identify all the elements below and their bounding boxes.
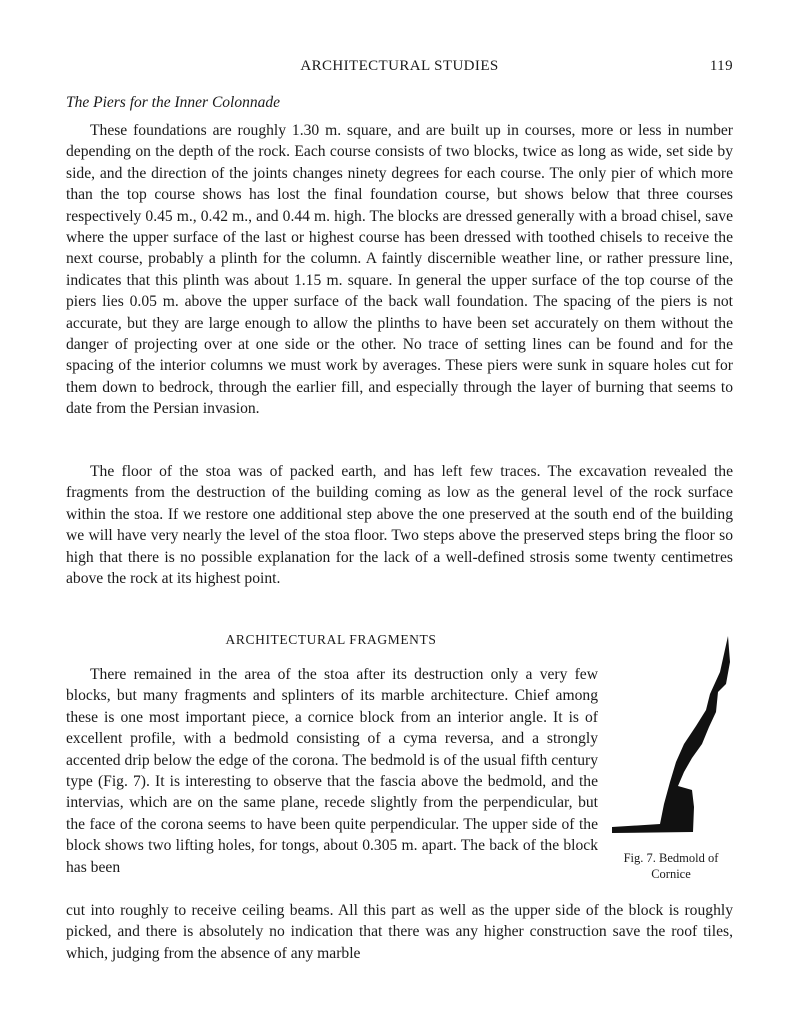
paragraph-text: There remained in the area of the stoa after its destruction only a very few blocks, but many fragments and splinters of its marble architecture. Chief among these is one most important piece, a cornice block from an interior angle. It is of excellent profile, with a bedmold consisting of a cyma reversa, and a strongly accented drip below the edge of the corona. The bedmold is of the usual fifth century type (Fig. 7). It is interesting to observe that the fascia above the bedmold, and the intervias, which are on the same plane, recede slightly from the perpendicular, but the face of the corona seems to have been quite perpendicular. The upper side of the block shows two lifting holes, for tongs, about 0.305 m. apart. The back of the block has been xyxy=(66,666,598,876)
body-paragraph-1 xyxy=(66,120,733,420)
bedmold-profile-drawing xyxy=(606,632,736,842)
section-title: The Piers for the Inner Colonnade xyxy=(66,94,280,111)
running-head xyxy=(66,58,733,80)
bedmold-profile-shape xyxy=(612,636,730,833)
figure-bedmold xyxy=(606,632,736,882)
figure-caption: Fig. 7. Bedmold of Cornice xyxy=(623,851,719,881)
page-number: 119 xyxy=(709,58,733,74)
paragraph-text: cut into roughly to receive ceiling beams. All this part as well as the upper side of the block is roughly picked, and there is absolutely no indication that there was any higher construction save the roof tiles, which, judging from the absence of any marble xyxy=(66,902,733,962)
fragments-paragraph-full xyxy=(66,900,733,964)
body-paragraph-2 xyxy=(66,461,733,589)
fragments-paragraph-wrapped xyxy=(66,664,598,878)
fragments-heading: ARCHITECTURAL FRAGMENTS xyxy=(225,632,437,647)
paragraph-text: The floor of the stoa was of packed earth, and has left few traces. The excavation revealed the fragments from the destruction of the building coming as low as the general level of the rock surface within the stoa. If we restore one additional step above the one preserved at the south end of the building we will have very nearly the level of the stoa floor. Two steps above the preserved steps bring the floor so high that there is no possible explanation for the lack of a well-defined strosis some twenty centimetres above the rock at its highest point. xyxy=(66,463,733,588)
paragraph-text: These foundations are roughly 1.30 m. square, and are built up in courses, more or less in number depending on the depth of the rock. Each course consists of two blocks, twice as long as wide, set side by side, and the direction of the joints changes ninety degrees for each course. The only pier of which more than the top course shows has lost the final foundation course, but shows below that three courses respectively 0.45 m., 0.42 m., and 0.44 m. high. The blocks are dressed generally with a broad chisel, save where the upper surface of the last or highest course has been dressed with toothed chisels to receive the next course, probably a plinth for the column. A faintly discernible weather line, or rather pressure line, indicates that this plinth was about 1.15 m. square. In general the upper surface of the top course of the piers lies 0.05 m. above the upper surface of the back wall foundation. The spacing of the piers is not accurate, but they are large enough to allow the plinths to have been set accurately on them without the danger of projecting over at one side or the other. No trace of setting lines can be found and for the spacing of the interior columns we must work by averages. These piers were sunk in square holes cut for them down to bedrock, through the earlier fill, and especially through the layer of burning that seems to date from the Persian invasion. xyxy=(66,122,733,418)
running-title: ARCHITECTURAL STUDIES xyxy=(300,58,499,74)
